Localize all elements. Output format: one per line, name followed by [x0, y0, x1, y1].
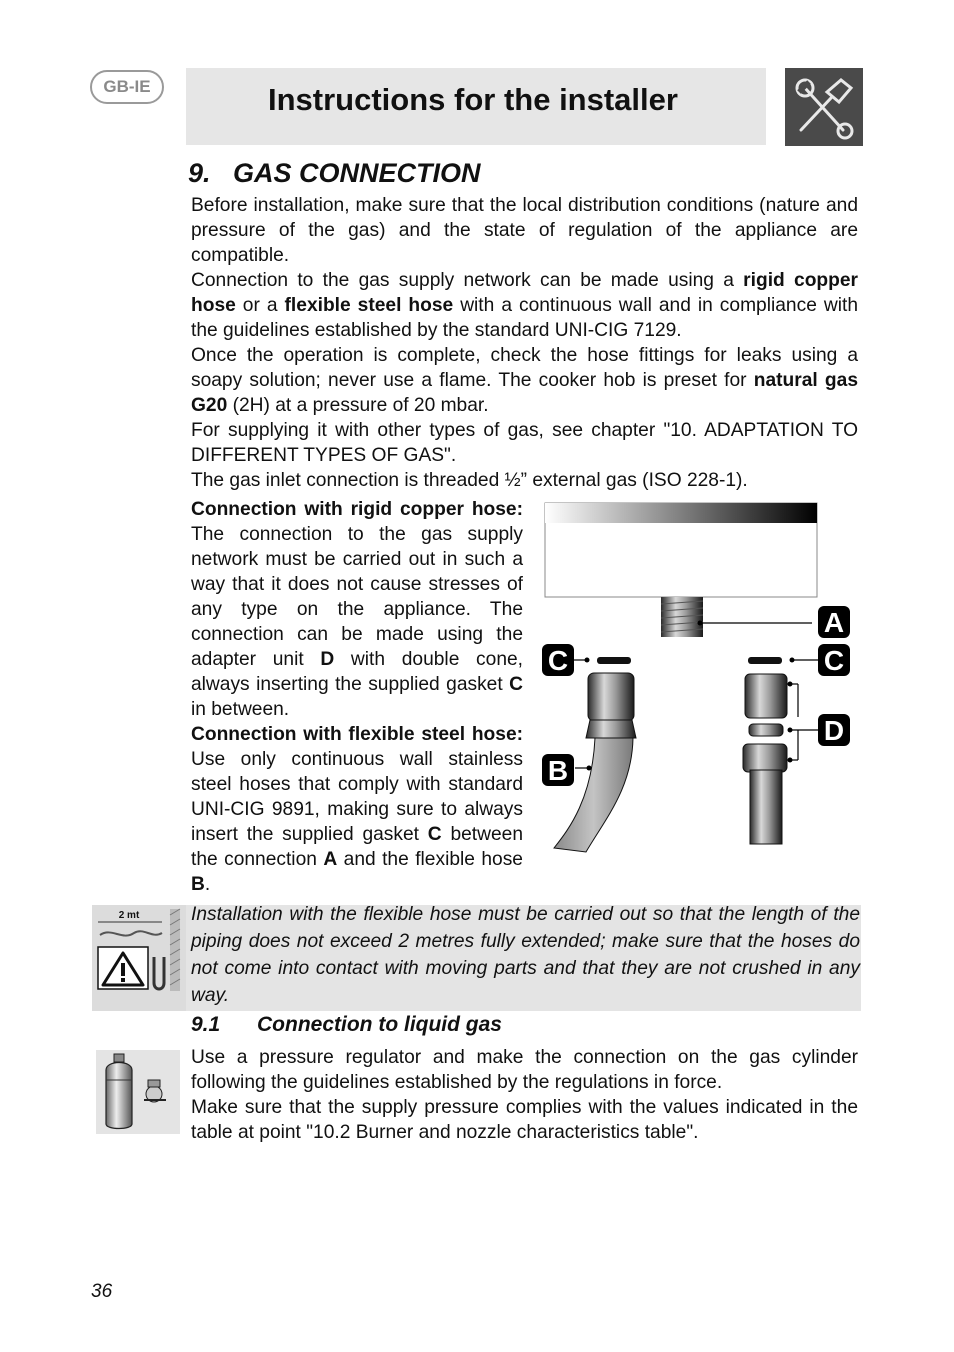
- rigid-hose-paragraph: [191, 497, 523, 722]
- paragraph: [191, 343, 858, 418]
- label-d: [818, 714, 850, 746]
- text: The gas inlet connection is threaded ½” external gas (ISO 228-1).: [191, 470, 748, 491]
- bold-text: Connection with rigid copper hose:: [191, 499, 523, 520]
- gas-cylinder-icon: [96, 1050, 180, 1134]
- paragraph: [191, 418, 858, 468]
- bold-text: C: [509, 674, 523, 695]
- tools-icon: [785, 68, 863, 146]
- language-badge: GB-IE: [90, 70, 164, 104]
- text: and the flexible hose: [337, 849, 523, 870]
- paragraph: Make sure that the supply pressure complies with the values indicated in the table at point "10.2 Burner and nozzle characteristics table".: [191, 1097, 858, 1143]
- text: in between.: [191, 699, 290, 720]
- liquid-gas-text: [191, 1045, 858, 1145]
- label-c-right: [818, 644, 850, 676]
- bold-text: C: [427, 824, 442, 845]
- text: Before installation, make sure that the local distribution conditions (nature and pressure of the gas) and the state of regulation of the appliance are compatible.: [191, 195, 858, 266]
- label-a: [818, 606, 850, 638]
- paragraph: Use a pressure regulator and make the connection on the gas cylinder following the guidelines established by the regulations in force.: [191, 1047, 858, 1093]
- bold-text: A: [323, 849, 338, 870]
- subsection-number: 9.1: [191, 1013, 221, 1036]
- bold-text: D: [320, 649, 335, 670]
- bold-text: rigid copper hose: [191, 270, 858, 316]
- text: with double cone, always inserting the supplied gasket: [191, 649, 523, 695]
- label-c-left: [542, 644, 574, 676]
- paragraph: [191, 468, 858, 493]
- warning-icon: [92, 905, 186, 1011]
- text: between the connection: [191, 824, 523, 870]
- svg-text:D: D: [823, 715, 845, 746]
- connection-diagram: [540, 498, 860, 854]
- page-title: Instructions for the installer: [268, 82, 678, 117]
- svg-text:B: B: [547, 755, 569, 786]
- length-label: 2 mt: [118, 910, 140, 921]
- subsection-heading: [191, 1013, 502, 1037]
- bold-text: B: [191, 874, 205, 895]
- text: (2H) at a pressure of 20 mbar.: [227, 395, 489, 416]
- appliance-outline: [545, 503, 817, 597]
- text: .: [204, 874, 211, 895]
- intro-text: [191, 193, 858, 493]
- text: with a continuous wall and in compliance with the guidelines established by the standard UNI-CIG 7129.: [191, 295, 858, 341]
- page-number: 36: [91, 1281, 113, 1302]
- subsection-title: Connection to liquid gas: [257, 1013, 502, 1036]
- threaded-connector: [661, 597, 703, 637]
- text: For supplying it with other types of gas, see chapter "10. ADAPTATION TO DIFFERENT TYPES OF GAS".: [191, 420, 858, 466]
- adapter-unit: [743, 674, 787, 844]
- text: Connection to the gas supply network can be made using a: [191, 270, 744, 291]
- label-b: [542, 754, 574, 786]
- text: Use only continuous wall stainless steel hoses that comply with standard UNI-CIG 9891, making sure to always insert the supplied gasket: [191, 749, 523, 845]
- text: Once the operation is complete, check the hose fittings for leaks using a soapy solution; never use a flame. The cooker hob is preset for: [191, 345, 858, 391]
- paragraph: [191, 268, 858, 343]
- section-title: GAS CONNECTION: [233, 158, 481, 188]
- svg-text:C: C: [823, 645, 845, 676]
- section-heading: [188, 158, 481, 189]
- gasket-right: [748, 657, 782, 664]
- flexible-hose-paragraph: [191, 722, 523, 897]
- gasket-left: [597, 657, 631, 664]
- svg-text:A: A: [823, 607, 845, 638]
- svg-text:C: C: [547, 645, 569, 676]
- paragraph: [191, 193, 858, 268]
- section-number: 9.: [188, 158, 211, 188]
- text: The connection to the gas supply network must be carried out in such a way that it does not cause stresses of any type on the appliance. The connection can be made using the adapter unit: [191, 524, 523, 670]
- bold-text: flexible steel hose: [284, 295, 454, 316]
- bold-text: natural gas G20: [191, 370, 858, 416]
- connection-instructions: [191, 497, 523, 897]
- warning-text: Installation with the flexible hose must be carried out so that the length of the piping does not exceed 2 metres fully extended; make sure that the hoses do not come into contact with moving parts and that they are not crushed in any way.: [191, 904, 860, 1006]
- text: or a: [235, 295, 285, 316]
- bold-text: Connection with flexible steel hose:: [191, 724, 523, 745]
